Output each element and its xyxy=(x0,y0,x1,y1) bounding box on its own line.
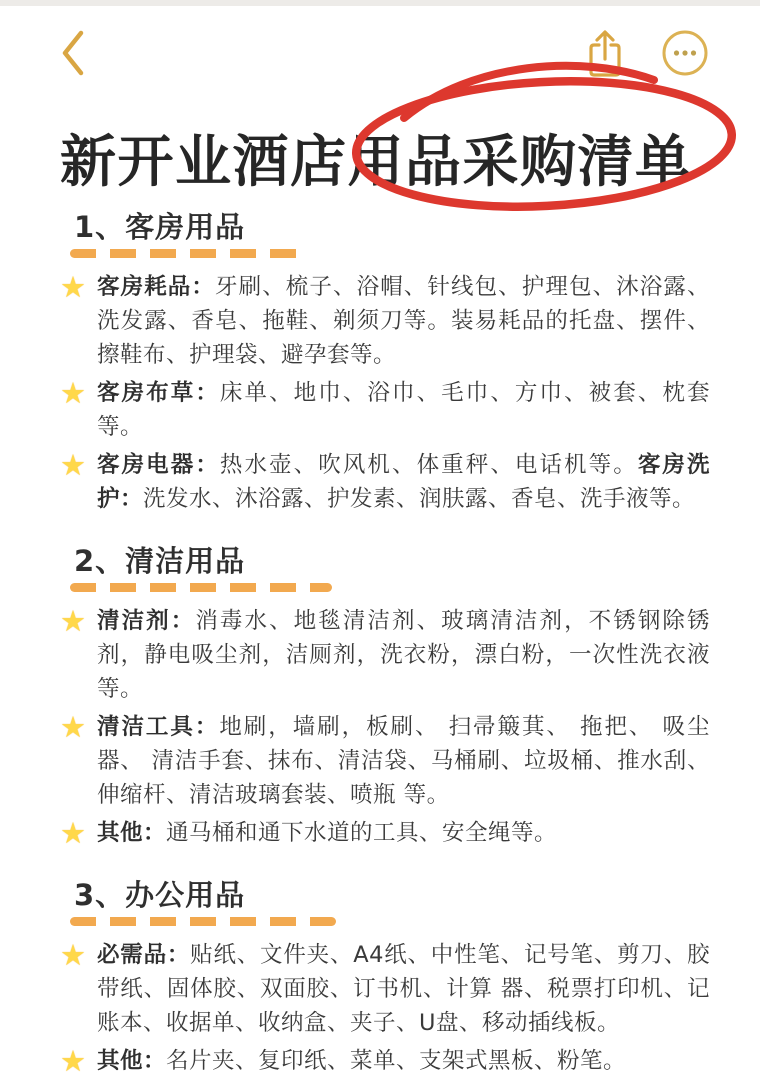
section-heading: 2、清洁用品 xyxy=(74,544,246,578)
bullet-content: 名片夹、复印纸、菜单、支架式黑板、粉笔。 xyxy=(166,1048,627,1074)
note-title-block xyxy=(60,122,710,204)
star-icon: ★ xyxy=(60,270,86,304)
chevron-left-icon xyxy=(60,29,86,77)
section-bullets xyxy=(60,604,710,850)
bullet-label: 客房电器： xyxy=(97,452,220,478)
list-item xyxy=(60,938,710,1040)
dashed-underline xyxy=(70,917,336,926)
bullet-label: 客房耗品： xyxy=(97,274,215,300)
more-options-button[interactable] xyxy=(660,28,710,78)
bullet-text xyxy=(97,938,710,1040)
bullet-text xyxy=(97,710,710,812)
star-icon: ★ xyxy=(60,1044,86,1078)
section xyxy=(60,878,710,1078)
bullet-label: 其他： xyxy=(97,1048,167,1074)
list-item xyxy=(60,816,710,850)
section-bullets xyxy=(60,270,710,516)
star-icon: ★ xyxy=(60,604,86,638)
list-item xyxy=(60,448,710,516)
list-item xyxy=(60,270,710,372)
section xyxy=(60,210,710,516)
star-icon: ★ xyxy=(60,938,86,972)
list-item xyxy=(60,376,710,444)
list-item xyxy=(60,710,710,812)
star-icon: ★ xyxy=(60,816,86,850)
section-heading: 3、办公用品 xyxy=(74,878,246,912)
bullet-label: 清洁工具： xyxy=(97,714,220,740)
bullet-text xyxy=(97,448,710,516)
share-up-arrow-icon xyxy=(586,29,624,77)
bullet-content: 洗发水、沐浴露、护发素、润肤露、香皂、洗手液等。 xyxy=(143,486,696,512)
note-body xyxy=(60,210,710,1078)
bullet-content: 消毒水、地毯清洁剂、玻璃清洁剂，不锈钢除锈剂，静电吸尘剂，洁厕剂，洗衣粉，漂白粉，一次性洗衣液等。 xyxy=(97,608,710,702)
list-item xyxy=(60,1044,710,1078)
section-bullets xyxy=(60,938,710,1078)
back-button[interactable] xyxy=(60,29,86,77)
bullet-text xyxy=(97,604,710,706)
bullet-text xyxy=(97,270,710,372)
bullet-label: 客房洗护： xyxy=(97,452,710,512)
photo-top-edge xyxy=(0,0,760,6)
star-icon: ★ xyxy=(60,710,86,744)
page-title: 新开业酒店用品采购清单 xyxy=(60,130,693,195)
bullet-label: 客房布草： xyxy=(97,380,220,406)
bullet-content: 牙刷、梳子、浴帽、针线包、护理包、沐浴露、洗发露、香皂、拖鞋、剃须刀等。装易耗品的托盘、摆件、擦鞋布、护理袋、避孕套等。 xyxy=(97,274,710,368)
top-navigation-bar xyxy=(60,0,710,76)
dashed-underline xyxy=(70,583,332,592)
list-item xyxy=(60,604,710,706)
bullet-content: 热水壶、吹风机、体重秤、电话机等。 xyxy=(219,452,638,478)
dashed-underline xyxy=(70,249,308,258)
bullet-content: 通马桶和通下水道的工具、安全绳等。 xyxy=(166,820,558,846)
bullet-content: 贴纸、文件夹、A4纸、中性笔、记号笔、剪刀、胶带纸、固体胶、双面胶、订书机、计算 器、税票打印机、记账本、收据单、收纳盒、夹子、U盘、移动插线板。 xyxy=(97,942,710,1036)
bullet-text xyxy=(97,376,710,444)
bullet-text xyxy=(97,816,710,850)
bullet-label: 必需品： xyxy=(97,942,191,968)
star-icon: ★ xyxy=(60,448,86,482)
section-heading: 1、客房用品 xyxy=(74,210,246,244)
section xyxy=(60,544,710,850)
bullet-content: 床单、地巾、浴巾、毛巾、方巾、被套、枕套等。 xyxy=(97,380,710,440)
bullet-text xyxy=(97,1044,710,1078)
bullet-label: 清洁剂： xyxy=(97,608,196,634)
bullet-label: 其他： xyxy=(97,820,167,846)
star-icon: ★ xyxy=(60,376,86,410)
ellipsis-circle-icon xyxy=(660,28,710,78)
bullet-content: 地刷，墙刷，板刷、 扫帚簸萁、 拖把、 吸尘器、 清洁手套、抹布、清洁袋、马桶刷、垃圾桶、推水刮、伸缩杆、清洁玻璃套装、喷瓶 等。 xyxy=(97,714,710,808)
share-button[interactable] xyxy=(586,29,624,77)
